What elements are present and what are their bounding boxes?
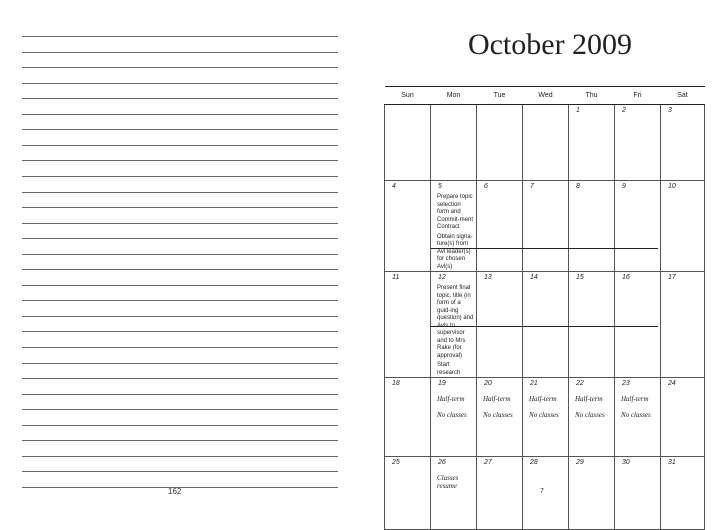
day-cell[interactable] <box>431 181 477 272</box>
note-line <box>22 300 338 301</box>
weekday-label: Wed <box>523 87 569 105</box>
day-number: 26 <box>438 459 446 466</box>
note-line <box>22 363 338 364</box>
day-cell[interactable] <box>477 457 523 530</box>
note-line <box>22 425 338 426</box>
day-number <box>523 105 568 116</box>
day-number: 13 <box>484 274 492 281</box>
day-number: 8 <box>576 183 580 190</box>
day-cell[interactable] <box>385 272 431 378</box>
deadline-line <box>431 326 658 327</box>
day-cell[interactable] <box>477 378 523 457</box>
day-number: 2 <box>622 107 626 114</box>
day-cell[interactable] <box>661 105 705 181</box>
day-number: 15 <box>576 274 584 281</box>
day-number: 20 <box>484 380 492 387</box>
calendar-title: October 2009 <box>467 28 633 61</box>
week-row <box>385 457 705 530</box>
day-cell[interactable] <box>615 272 661 378</box>
day-cell[interactable] <box>569 105 615 181</box>
day-number: 27 <box>484 459 492 466</box>
day-cell[interactable] <box>431 105 477 181</box>
day-cell[interactable] <box>477 181 523 272</box>
day-number: 29 <box>576 459 584 466</box>
day-cell[interactable] <box>385 378 431 457</box>
day-cell[interactable] <box>431 272 477 378</box>
day-number: 11 <box>392 274 400 281</box>
note-line <box>22 254 338 255</box>
day-number: 6 <box>484 183 488 190</box>
day-number: 22 <box>576 380 584 387</box>
note-line <box>22 36 338 37</box>
day-number: 17 <box>668 274 676 281</box>
day-number: 10 <box>668 183 676 190</box>
day-number <box>477 105 522 116</box>
day-number: 1 <box>576 107 580 114</box>
day-note: Half-term <box>483 395 511 403</box>
day-cell[interactable] <box>661 457 705 530</box>
day-cell[interactable] <box>385 457 431 530</box>
day-cell[interactable] <box>523 181 569 272</box>
lined-notes-page <box>22 0 340 515</box>
day-cell[interactable] <box>477 272 523 378</box>
day-cell[interactable] <box>431 457 477 530</box>
day-cell[interactable] <box>431 378 477 457</box>
day-note: Half-term <box>529 395 557 403</box>
note-line <box>22 331 338 332</box>
note-line <box>22 223 338 224</box>
day-cell[interactable] <box>569 272 615 378</box>
day-cell[interactable] <box>661 181 705 272</box>
day-note: No classes <box>483 411 513 419</box>
day-number: 16 <box>622 274 630 281</box>
note-line <box>22 238 338 239</box>
day-number: 3 <box>668 107 672 114</box>
note-line <box>22 176 338 177</box>
note-line <box>22 285 338 286</box>
day-note: Classes resume <box>437 474 459 490</box>
note-line <box>22 394 338 395</box>
day-cell[interactable] <box>385 181 431 272</box>
day-cell[interactable] <box>569 181 615 272</box>
day-number: 28 <box>530 459 538 466</box>
day-number: 23 <box>622 380 630 387</box>
note-line <box>22 440 338 441</box>
week-row <box>385 105 705 181</box>
day-cell[interactable] <box>615 457 661 530</box>
weekday-label: Tue <box>477 87 523 105</box>
note-line <box>22 52 338 53</box>
day-number: 31 <box>668 459 676 466</box>
day-number: 24 <box>668 380 676 387</box>
weekday-label: Sat <box>661 87 705 105</box>
day-cell[interactable] <box>661 378 705 457</box>
day-cell[interactable] <box>569 378 615 457</box>
note-line <box>22 114 338 115</box>
note-line <box>22 129 338 130</box>
left-page-number: 162 <box>168 487 182 496</box>
note-line <box>22 316 338 317</box>
day-number: 9 <box>622 183 626 190</box>
day-note: No classes <box>575 411 605 419</box>
note-line <box>22 456 338 457</box>
day-cell[interactable] <box>615 181 661 272</box>
day-cell[interactable] <box>523 457 569 530</box>
day-number: 30 <box>622 459 630 466</box>
day-number: 7 <box>530 183 534 190</box>
day-cell[interactable] <box>615 105 661 181</box>
day-number <box>431 105 476 116</box>
day-note: Half-term <box>575 395 603 403</box>
weekday-label: Fri <box>615 87 661 105</box>
right-page-number: 7 <box>540 488 544 495</box>
day-number: 14 <box>530 274 538 281</box>
day-cell[interactable] <box>385 105 431 181</box>
day-number: 5 <box>438 183 442 190</box>
note-line <box>22 269 338 270</box>
deadline-line <box>431 248 658 249</box>
note-line <box>22 67 338 68</box>
week-row <box>385 378 705 457</box>
day-note: Half-term <box>621 395 649 403</box>
note-line <box>22 192 338 193</box>
day-number: 4 <box>392 183 396 190</box>
weekday-header-row <box>385 87 705 105</box>
day-cell[interactable] <box>523 272 569 378</box>
day-cell[interactable] <box>569 457 615 530</box>
day-cell[interactable] <box>523 105 569 181</box>
day-note: No classes <box>621 411 651 419</box>
note-line <box>22 207 338 208</box>
calendar-grid <box>384 86 705 530</box>
day-note: Present final topic, title (in form of a guid-ing question) and Avls to supervisor and to Mrs Rake (for approval) <box>437 285 474 359</box>
note-line <box>22 160 338 161</box>
note-line <box>22 83 338 84</box>
weekday-label: Sun <box>385 87 431 105</box>
day-note: Prepare topic selection form and Commit-ment Contract <box>437 194 474 230</box>
note-line <box>22 471 338 472</box>
day-number: 18 <box>392 380 400 387</box>
day-note: No classes <box>529 411 559 419</box>
note-line <box>22 409 338 410</box>
day-cell[interactable] <box>661 272 705 378</box>
day-number: 25 <box>392 459 400 466</box>
day-cell[interactable] <box>615 378 661 457</box>
weekday-label: Mon <box>431 87 477 105</box>
note-line <box>22 347 338 348</box>
week-row <box>385 272 705 378</box>
day-note: Obtain signa-ture(s) from Avl leader(s) for chosen Avl(s) <box>437 233 473 270</box>
day-note: Half-term <box>437 395 465 403</box>
day-number <box>385 105 430 116</box>
weekday-label: Thu <box>569 87 615 105</box>
note-line <box>22 145 338 146</box>
day-number: 19 <box>438 380 446 387</box>
day-note: Start research <box>437 362 461 376</box>
day-number: 12 <box>438 274 446 281</box>
week-row <box>385 181 705 272</box>
day-cell[interactable] <box>477 105 523 181</box>
note-line <box>22 98 338 99</box>
day-number: 21 <box>530 380 538 387</box>
day-cell[interactable] <box>523 378 569 457</box>
day-note: No classes <box>437 411 467 419</box>
note-line <box>22 378 338 379</box>
